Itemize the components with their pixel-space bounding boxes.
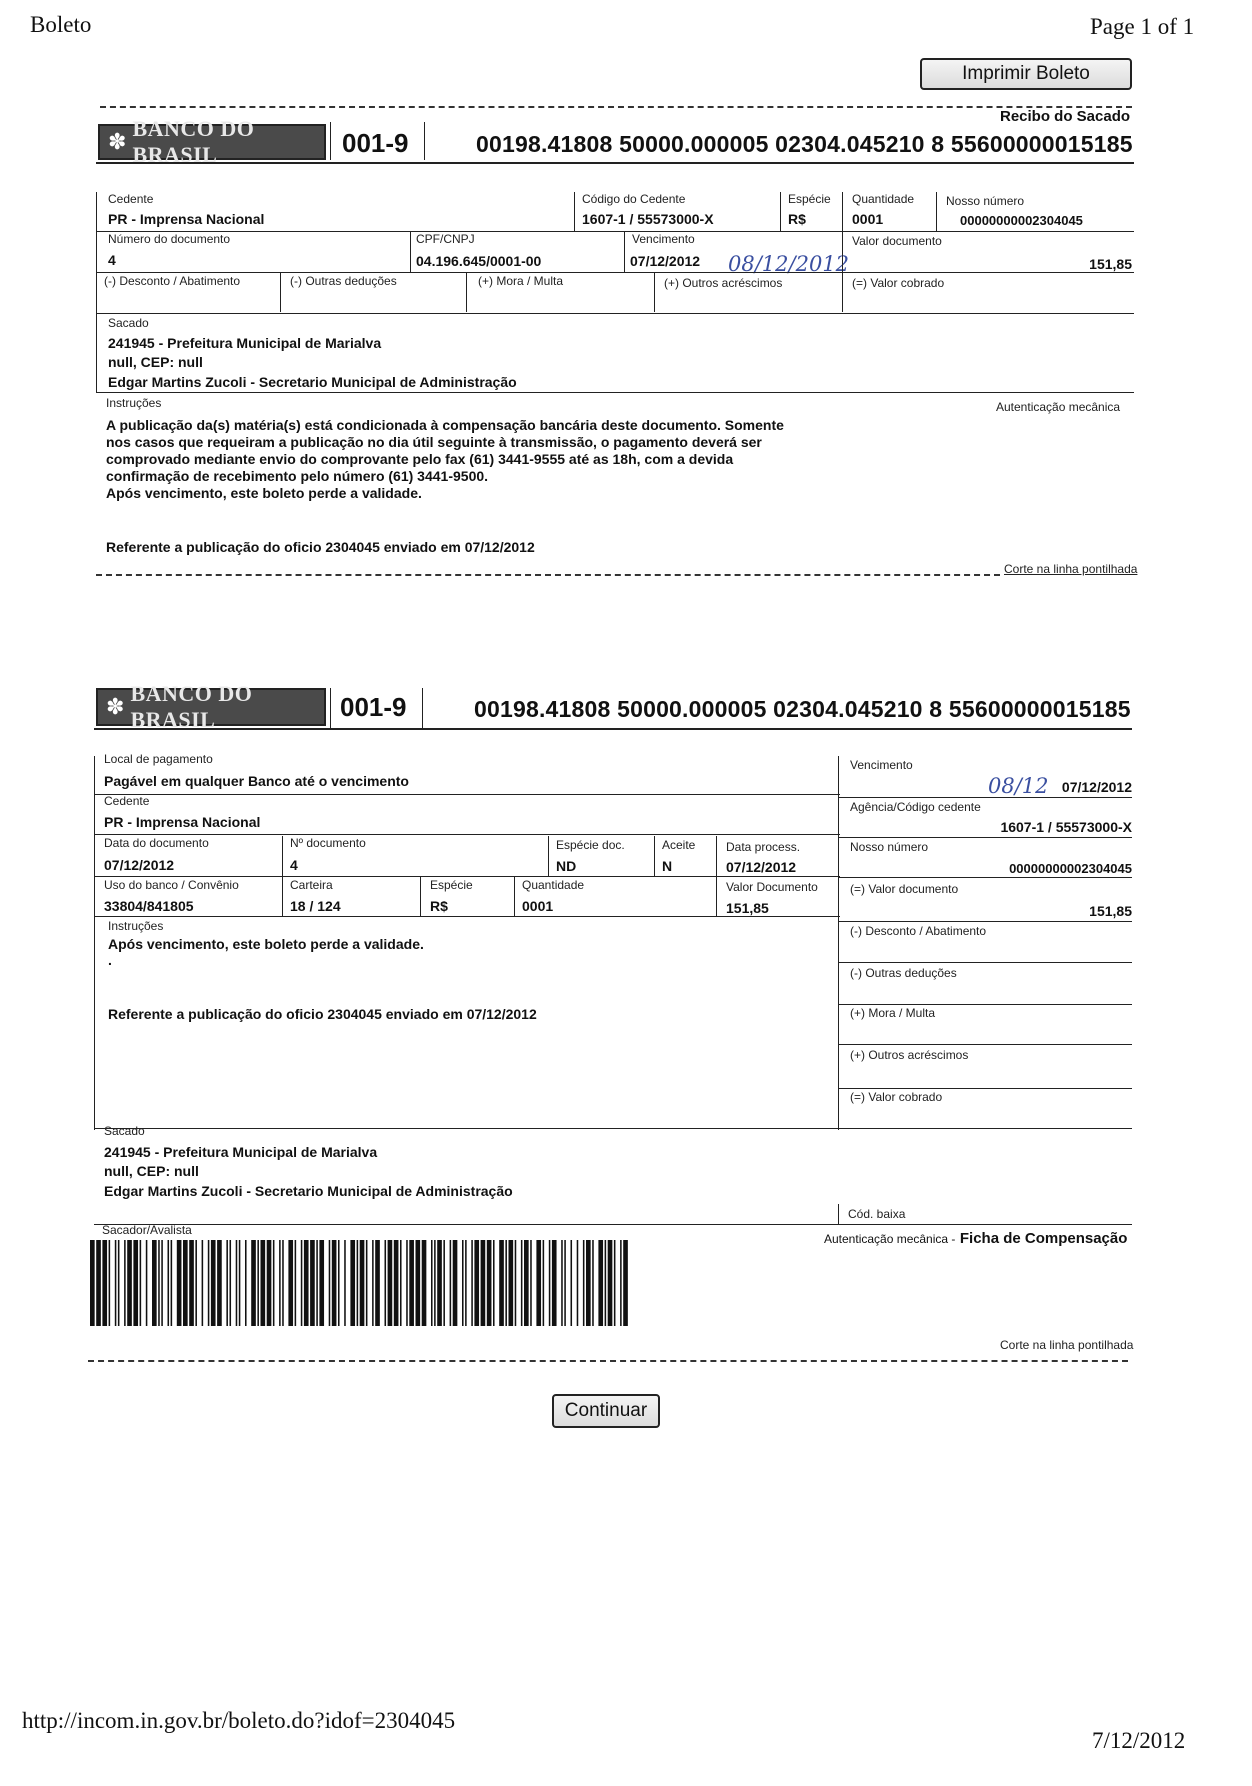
vencimento-value: 07/12/2012: [630, 253, 701, 269]
nosso-numero-label: Nosso número: [850, 840, 929, 854]
cedente-label: Cedente: [104, 794, 150, 808]
divider: [548, 836, 549, 876]
rule: [94, 916, 840, 917]
aceite-value: N: [662, 858, 673, 874]
barcode-bar: [344, 1240, 346, 1326]
rule: [94, 834, 840, 835]
barcode-bar: [195, 1240, 197, 1326]
barcode-bar: [168, 1240, 170, 1326]
barcode-bar: [571, 1240, 573, 1326]
barcode-bar: [409, 1240, 414, 1326]
barcode-bar: [273, 1240, 275, 1326]
corte-label: Corte na linha pontilhada: [1004, 562, 1138, 576]
rule: [96, 272, 1134, 273]
numero-documento-label: Número do documento: [108, 232, 231, 246]
corte-label: Corte na linha pontilhada: [1000, 1338, 1134, 1352]
sacado-label: Sacado: [108, 316, 149, 330]
barcode-bar: [521, 1240, 523, 1326]
uso-banco-label: Uso do banco / Convênio: [104, 878, 239, 892]
barcode-bar: [552, 1240, 557, 1326]
numero-documento-value: 4: [290, 857, 298, 873]
barcode-bar: [332, 1240, 337, 1326]
barcode-bar: [422, 1240, 427, 1326]
valor-cobrado-label: (=) Valor cobrado: [850, 1090, 943, 1104]
handwritten-date: 08/12/2012: [728, 252, 850, 276]
document-title: Boleto: [30, 12, 92, 37]
numero-documento-value: 4: [108, 252, 116, 268]
autenticacao-label: Autenticação mecânica: [996, 400, 1121, 414]
barcode-bar: [183, 1240, 188, 1326]
instrucoes-line-3: comprovado mediante envio do comprovante pelo fax (61) 3441-9555 até as 18h, com a devida: [106, 451, 734, 467]
barcode-bar: [536, 1240, 541, 1326]
barcode-bar: [453, 1240, 458, 1326]
aceite-label: Aceite: [662, 838, 696, 852]
barcode-bar: [96, 1240, 101, 1326]
barcode-bar: [385, 1240, 387, 1326]
rule: [96, 231, 1134, 232]
instrucoes-line-2: nos casos que requeiram a publicação no dia útil seguinte à transmissão, o pagamento deverá ser: [106, 434, 762, 450]
instrucoes-line-1: A publicação da(s) matéria(s) está condicionada à compensação bancária deste documento. Somente: [106, 417, 784, 433]
barcode-bar: [499, 1240, 504, 1326]
barcode-bar: [102, 1240, 107, 1326]
data-documento-label: Data do documento: [104, 836, 209, 850]
divider: [330, 122, 331, 160]
barcode-bar: [230, 1240, 232, 1326]
barcode-bar: [202, 1240, 204, 1326]
barcode-bar: [257, 1240, 259, 1326]
barcode-bar: [310, 1240, 315, 1326]
cod-baixa-label: Cód. baixa: [848, 1207, 906, 1221]
barcode-bar: [236, 1240, 238, 1326]
barcode-bar: [301, 1240, 303, 1326]
local-pagamento-label: Local de pagamento: [104, 752, 213, 766]
autenticacao-label: Autenticação mecânica -: [824, 1232, 956, 1246]
especie-label: Espécie: [788, 192, 831, 206]
agencia-value: 1607-1 / 55573000-X: [1000, 819, 1132, 835]
uso-banco-value: 33804/841805: [104, 898, 194, 914]
barcode-bar: [608, 1240, 613, 1326]
divider: [410, 232, 411, 272]
divider: [94, 756, 95, 1130]
barcode-bar: [226, 1240, 228, 1326]
outros-acrescimos-label: (+) Outros acréscimos: [664, 276, 783, 290]
barcode-bar: [316, 1240, 318, 1326]
barcode-bar: [217, 1240, 222, 1326]
rule: [838, 1004, 1132, 1005]
especie-value: R$: [430, 898, 448, 914]
barcode-bar: [474, 1240, 479, 1326]
barcode-bar: [124, 1240, 126, 1326]
rule: [94, 876, 840, 877]
divider: [330, 688, 331, 728]
local-pagamento-value: Pagável em qualquer Banco até o vencimento: [104, 773, 409, 789]
cedente-label: Cedente: [108, 192, 154, 206]
page-indicator: Page 1 of 1: [1090, 14, 1195, 39]
desconto-label: (-) Desconto / Abatimento: [104, 274, 241, 288]
outras-deducoes-label: (-) Outras deduções: [850, 966, 957, 980]
barcode-bar: [564, 1240, 566, 1326]
carteira-label: Carteira: [290, 878, 333, 892]
mora-label: (+) Mora / Multa: [478, 274, 564, 288]
divider: [96, 192, 97, 392]
barcode-bar: [245, 1240, 247, 1326]
barcode-bar: [400, 1240, 402, 1326]
nosso-numero-label: Nosso número: [946, 194, 1025, 208]
data-processamento-value: 07/12/2012: [726, 859, 797, 875]
sacador-label: Sacador/Avalista: [102, 1223, 192, 1237]
divider: [654, 836, 655, 876]
nosso-numero-value: 00000000002304045: [1009, 861, 1132, 876]
instrucoes-line-5: Após vencimento, este boleto perde a validade.: [106, 485, 422, 501]
rule: [96, 392, 1134, 393]
barcode-bar: [357, 1240, 359, 1326]
quantidade-value: 0001: [852, 211, 884, 227]
bank-logo: [96, 681, 326, 732]
valor-doc-label: Valor Documento: [726, 880, 818, 894]
rule: [838, 1088, 1132, 1089]
instrucoes-label: Instruções: [106, 396, 162, 410]
barcode-bar: [261, 1240, 266, 1326]
barcode-bar: [109, 1240, 111, 1326]
rule: [94, 728, 1132, 730]
barcode-bar: [146, 1240, 148, 1326]
especie-value: R$: [788, 211, 806, 227]
rule: [94, 1128, 1132, 1129]
quantidade-label: Quantidade: [852, 192, 915, 206]
divider: [654, 272, 655, 312]
rule: [838, 837, 1132, 838]
barcode-bar: [366, 1240, 368, 1326]
sacado-label: Sacado: [104, 1124, 145, 1138]
barcode-bar: [239, 1240, 241, 1326]
barcode-bar: [118, 1240, 120, 1326]
barcode-bar: [140, 1240, 142, 1326]
bank-code: 001-9: [342, 128, 409, 158]
handwritten-date: 08/12: [988, 774, 1049, 798]
divider: [936, 192, 937, 232]
print-date: 7/12/2012: [1092, 1728, 1186, 1753]
valor-documento-label: (=) Valor documento: [850, 882, 959, 896]
barcode-bar: [360, 1240, 365, 1326]
cpf-cnpj-label: CPF/CNPJ: [416, 232, 475, 246]
barcode-bar: [208, 1240, 210, 1326]
barcode-bar: [416, 1240, 421, 1326]
rule: [96, 162, 1134, 164]
outros-acrescimos-label: (+) Outros acréscimos: [850, 1048, 969, 1062]
cut-line: [96, 574, 1000, 576]
divider: [466, 272, 467, 312]
barcode-bar: [471, 1240, 473, 1326]
barcode-bar: [177, 1240, 182, 1326]
divider: [574, 192, 575, 232]
barcode-bar: [462, 1240, 464, 1326]
divider: [838, 1204, 839, 1224]
bank-name: BANCO DO BRASIL: [132, 116, 255, 167]
barcode-bar: [329, 1240, 331, 1326]
bank-logo: [98, 116, 326, 167]
barcode-bar: [487, 1240, 492, 1326]
barcode-bar: [251, 1240, 256, 1326]
divider: [420, 876, 421, 916]
barcode-bar: [434, 1240, 436, 1326]
especie-doc-value: ND: [556, 858, 577, 874]
bank-name: BANCO DO BRASIL: [130, 681, 253, 732]
barcode-bar: [465, 1240, 467, 1326]
barcode-bar: [481, 1240, 486, 1326]
barcode-bar: [586, 1240, 591, 1326]
divider: [624, 232, 625, 272]
bank-code: 001-9: [340, 692, 407, 722]
autenticacao-ficha: [824, 1230, 1127, 1248]
desconto-label: (-) Desconto / Abatimento: [850, 924, 987, 938]
cut-line: [88, 1360, 1128, 1362]
quantidade-label: Quantidade: [522, 878, 585, 892]
barcode-bar: [375, 1240, 380, 1326]
agencia-label: Agência/Código cedente: [850, 800, 981, 814]
especie-doc-label: Espécie doc.: [556, 838, 625, 852]
barcode-bar: [443, 1240, 445, 1326]
barcode-bar: [267, 1240, 272, 1326]
bb-logo-icon: ✽: [106, 694, 125, 719]
divider: [280, 272, 281, 312]
top-cut-line: [100, 106, 1132, 108]
cedente-value: PR - Imprensa Nacional: [108, 211, 265, 227]
valor-doc-value: 151,85: [726, 900, 769, 916]
especie-label: Espécie: [430, 878, 473, 892]
barcode-bar: [437, 1240, 442, 1326]
barcode-bar: [493, 1240, 495, 1326]
barcode-bar: [394, 1240, 399, 1326]
barcode-bar: [388, 1240, 393, 1326]
instrucoes-text: Após vencimento, este boleto perde a validade.: [108, 936, 424, 952]
cedente-value: PR - Imprensa Nacional: [104, 814, 261, 830]
outras-deducoes-label: (-) Outras deduções: [290, 274, 397, 288]
rule: [838, 1044, 1132, 1045]
ficha-compensacao-label: Ficha de Compensação: [959, 1230, 1128, 1247]
nosso-numero-value: 00000000002304045: [960, 213, 1083, 228]
instrucoes-label: Instruções: [108, 919, 164, 933]
barcode-bar: [133, 1240, 138, 1326]
barcode-bar: [189, 1240, 194, 1326]
barcode-bar: [543, 1240, 545, 1326]
vencimento-value: 07/12/2012: [1061, 779, 1132, 795]
rule: [838, 921, 1132, 922]
instrucoes-line-4: confirmação de recebimento pelo número (61) 3441-9500.: [106, 468, 489, 484]
barcode-bar: [338, 1240, 340, 1326]
barcode-bar: [279, 1240, 281, 1326]
valor-documento-value: 151,85: [1089, 256, 1132, 272]
barcode-bar: [90, 1240, 95, 1326]
codigo-cedente-label: Código do Cedente: [582, 192, 686, 206]
rule: [94, 794, 840, 795]
barcode-bar: [524, 1240, 529, 1326]
barcode-bar: [592, 1240, 594, 1326]
valor-cobrado-label: (=) Valor cobrado: [852, 276, 945, 290]
valor-documento-value: 151,85: [1089, 903, 1132, 919]
barcode: [90, 1240, 722, 1326]
divider: [422, 688, 423, 728]
divider: [424, 122, 425, 160]
divider: [842, 192, 843, 232]
barcode-bar: [614, 1240, 616, 1326]
barcode-bar: [372, 1240, 374, 1326]
barcode-bar: [288, 1240, 293, 1326]
barcode-bar: [515, 1240, 517, 1326]
sacado-line-3: Edgar Martins Zucoli - Secretario Municipal de Administração: [108, 374, 517, 390]
rule: [838, 797, 1132, 798]
carteira-value: 18 / 124: [290, 898, 341, 914]
codigo-cedente-value: 1607-1 / 55573000-X: [582, 211, 714, 227]
digitable-line: 00198.41808 50000.000005 02304.045210 8 55600000015185: [474, 696, 1131, 722]
barcode-bar: [211, 1240, 216, 1326]
barcode-bar: [450, 1240, 452, 1326]
mora-label: (+) Mora / Multa: [850, 1006, 936, 1020]
rule: [838, 962, 1132, 963]
barcode-bar: [431, 1240, 433, 1326]
barcode-bar: [350, 1240, 355, 1326]
barcode-bar: [561, 1240, 563, 1326]
barcode-bar: [509, 1240, 514, 1326]
print-button[interactable]: Imprimir Boleto: [920, 58, 1132, 90]
divider: [838, 756, 839, 1130]
cpf-cnpj-value: 04.196.645/0001-00: [416, 253, 542, 269]
barcode-bar: [282, 1240, 284, 1326]
barcode-bar: [295, 1240, 297, 1326]
barcode-bar: [152, 1240, 157, 1326]
rule: [96, 313, 1134, 314]
data-processamento-label: Data process.: [726, 840, 801, 854]
barcode-bar: [530, 1240, 532, 1326]
numero-documento-label: Nº documento: [290, 836, 366, 850]
barcode-bar: [171, 1240, 173, 1326]
divider: [780, 192, 781, 232]
rule: [838, 877, 1132, 878]
barcode-bar: [623, 1240, 628, 1326]
barcode-bar: [406, 1240, 408, 1326]
sacado-line-1: 241945 - Prefeitura Municipal de Marialva: [104, 1144, 378, 1160]
continue-button[interactable]: Continuar: [552, 1394, 660, 1428]
page-url: http://incom.in.gov.br/boleto.do?idof=2304045: [22, 1708, 456, 1733]
barcode-bar: [605, 1240, 607, 1326]
recibo-heading: Recibo do Sacado: [1000, 108, 1131, 125]
barcode-bar: [583, 1240, 585, 1326]
quantidade-value: 0001: [522, 898, 554, 914]
vencimento-label: Vencimento: [850, 758, 913, 772]
sacado-line-3: Edgar Martins Zucoli - Secretario Municipal de Administração: [104, 1183, 513, 1199]
divider: [514, 876, 515, 916]
barcode-bar: [115, 1240, 117, 1326]
barcode-bar: [304, 1240, 309, 1326]
sacado-line-1: 241945 - Prefeitura Municipal de Marialva: [108, 335, 382, 351]
sacado-line-2: null, CEP: null: [108, 354, 203, 370]
sacado-line-2: null, CEP: null: [104, 1163, 199, 1179]
bb-logo-icon: ✽: [108, 129, 127, 154]
digitable-line: 00198.41808 50000.000005 02304.045210 8 55600000015185: [476, 131, 1133, 157]
barcode-bar: [620, 1240, 622, 1326]
barcode-bar: [577, 1240, 579, 1326]
barcode-bar: [549, 1240, 551, 1326]
barcode-bar: [319, 1240, 324, 1326]
instrucoes-dot: .: [108, 952, 112, 968]
vencimento-label: Vencimento: [632, 232, 695, 246]
valor-documento-label: Valor documento: [852, 234, 942, 248]
barcode-bar: [598, 1240, 603, 1326]
barcode-bar: [127, 1240, 132, 1326]
rule: [94, 1224, 1132, 1225]
referente-text: Referente a publicação do oficio 2304045 enviado em 07/12/2012: [106, 539, 535, 555]
barcode-bar: [161, 1240, 163, 1326]
data-documento-value: 07/12/2012: [104, 857, 175, 873]
barcode-bar: [505, 1240, 507, 1326]
referente-text: Referente a publicação do oficio 2304045 enviado em 07/12/2012: [108, 1006, 537, 1022]
barcode-bar: [158, 1240, 160, 1326]
